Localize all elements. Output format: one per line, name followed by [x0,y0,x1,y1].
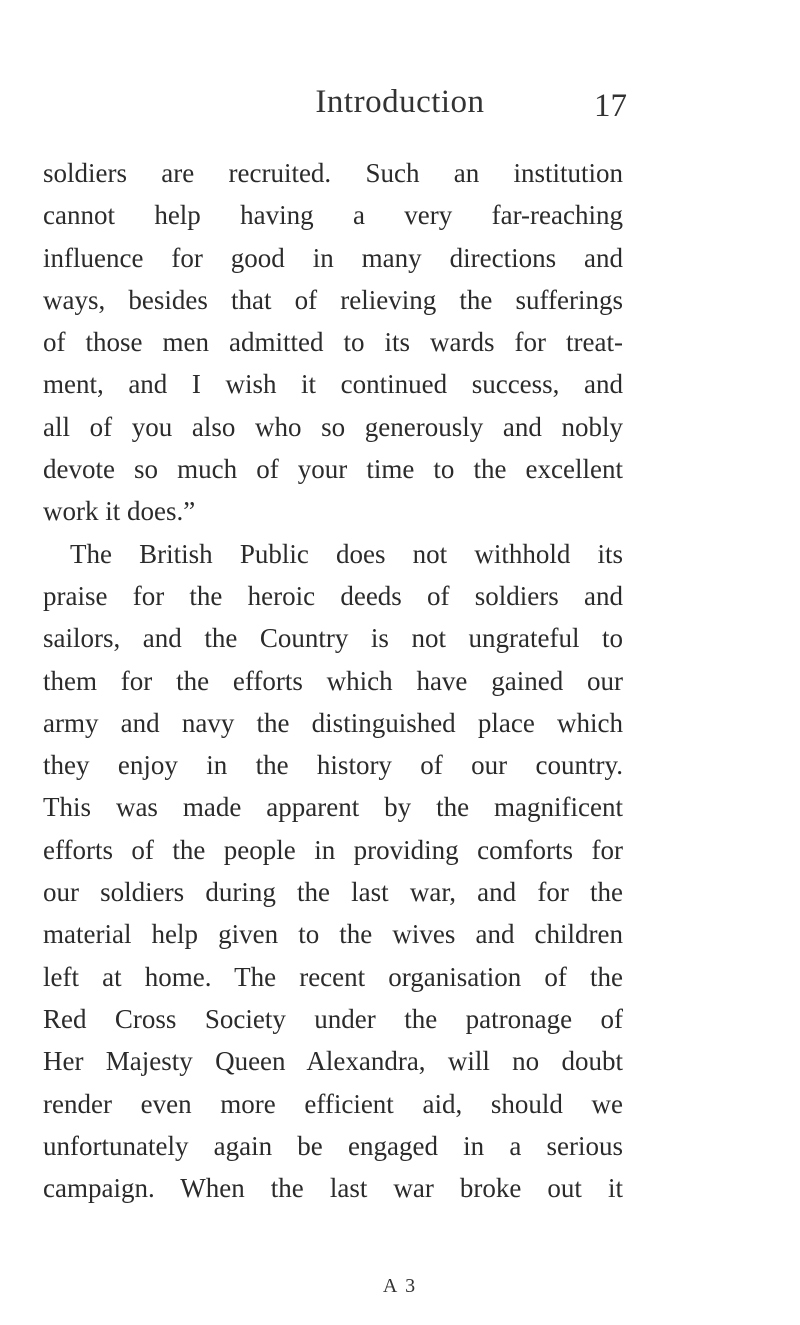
text-line: The British Public does not withhold its [70,538,623,569]
text-line: they enjoy in the history of our country. [43,750,623,781]
text-line: devote so much of your time to the excellent [43,454,623,485]
text-line: our soldiers during the last war, and for the [43,877,623,908]
text-line: work it does.” [43,496,196,527]
text-line: them for the efforts which have gained our [43,665,623,696]
text-line: ment, and I wish it continued success, and [43,369,623,400]
text-line: Her Majesty Queen Alexandra, will no doubt [43,1046,623,1077]
text-line: material help given to the wives and children [43,919,623,950]
text-line: sailors, and the Country is not ungrateful to [43,623,623,654]
text-line: influence for good in many directions and [43,242,623,273]
body-text [43,152,623,1209]
page-number: 17 [594,88,627,124]
text-line: campaign. When the last war broke out it [43,1173,623,1204]
text-line: cannot help having a very far-reaching [43,200,623,231]
text-line: render even more efficient aid, should we [43,1088,623,1119]
text-line: Red Cross Society under the patronage of [43,1003,623,1034]
text-line: soldiers are recruited. Such an institution [43,158,623,188]
text-line: praise for the heroic deeds of soldiers and [43,580,623,611]
text-line: ways, besides that of relieving the sufferings [43,284,623,315]
text-line: This was made apparent by the magnificent [43,792,623,823]
running-title: Introduction [315,84,485,120]
text-line: efforts of the people in providing comforts for [43,834,623,865]
text-line: left at home. The recent organisation of the [43,961,623,992]
text-line: army and navy the distinguished place which [43,707,623,738]
text-line: unfortunately again be engaged in a serious [43,1130,623,1161]
text-line: of those men admitted to its wards for treat- [43,327,623,358]
running-head [0,84,800,128]
text-line: all of you also who so generously and nobly [43,411,623,442]
signature-mark: A 3 [382,1275,418,1297]
